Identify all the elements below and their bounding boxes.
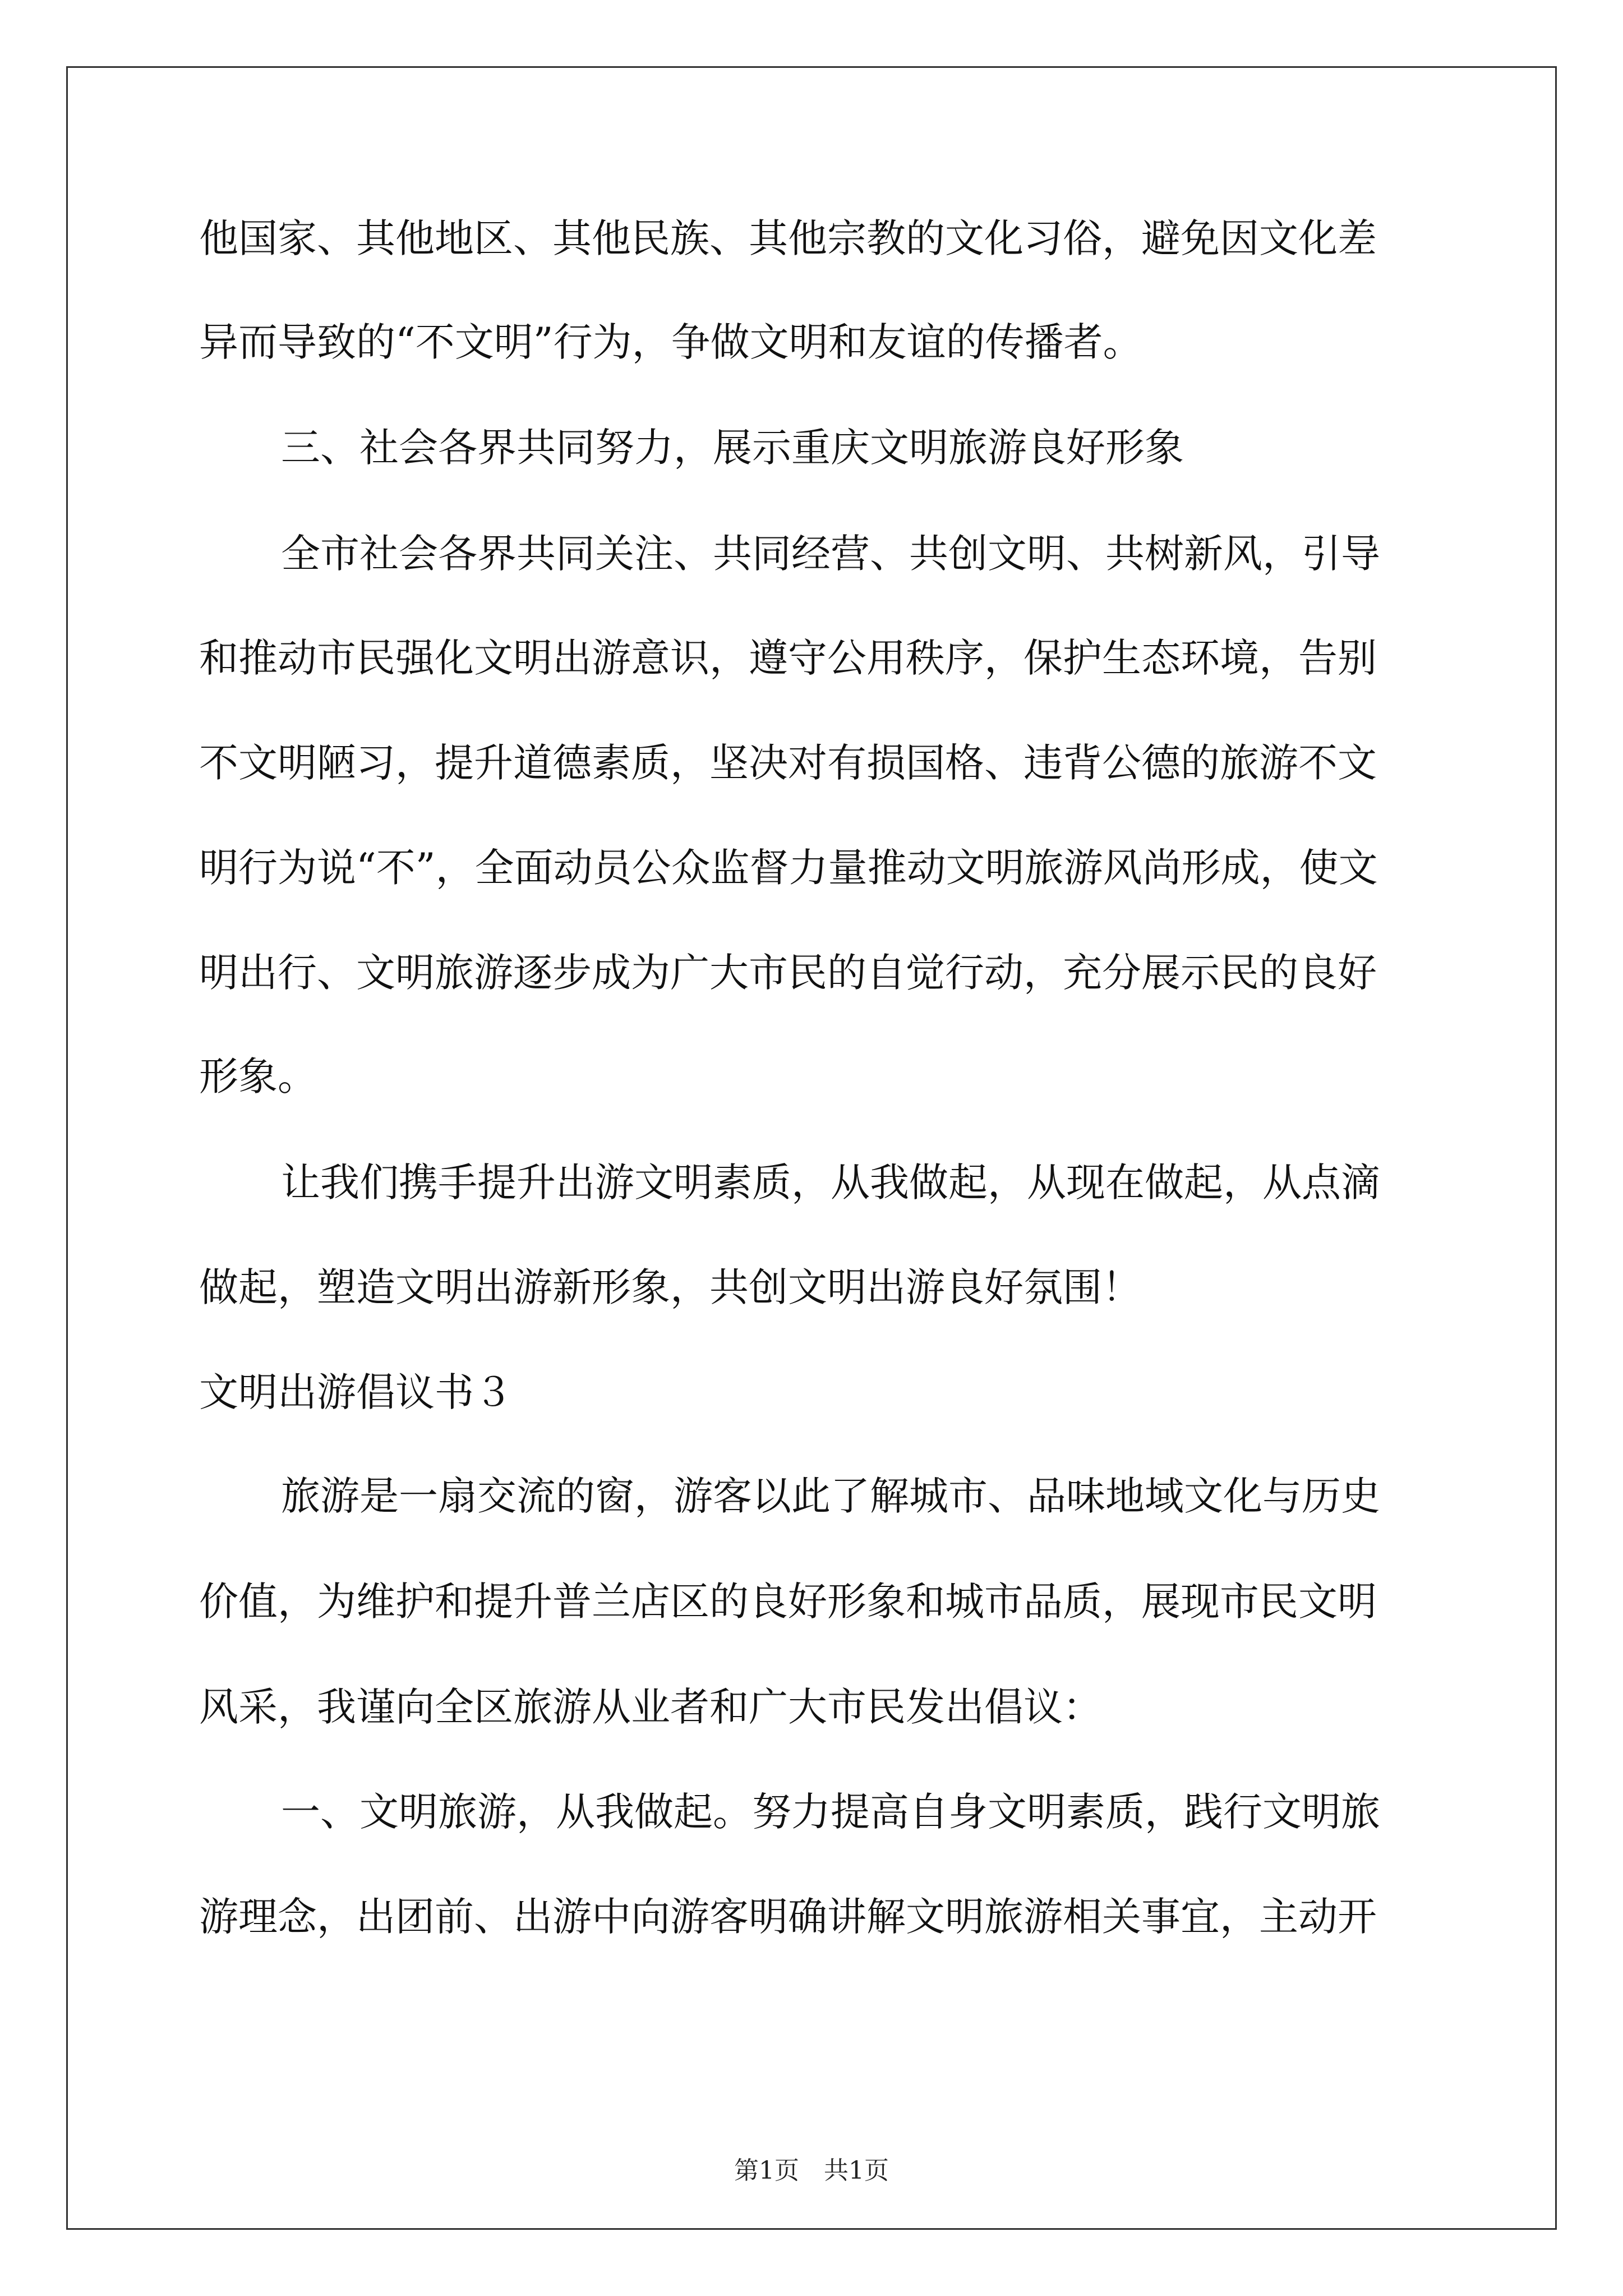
text-line: 让我们携手提升出游文明素质，从我做起，从现在做起，从点滴 [281,1159,1380,1205]
text-line: 明出行、文明旅游逐步成为广大市民的自觉行动，充分展示民的良好 [199,950,1377,996]
text-line: 形象。 [199,1053,317,1099]
text-line: 风采，我谨向全区旅游从业者和广大市民发出倡议： [199,1684,1102,1730]
section-heading: 三、社会各界共同努力，展示重庆文明旅游良好形象 [281,425,1184,471]
document-title: 文明出游倡议书３ [199,1369,513,1415]
text-line: 不文明陋习，提升道德素质，坚决对有损国格、违背公德的旅游不文 [199,740,1377,786]
text-line: 异而导致的“不文明”行为，争做文明和友谊的传播者。 [199,319,1142,365]
page-number: 第1页 共1页 [734,2156,889,2185]
text-line: 全市社会各界共同关注、共同经营、共创文明、共树新风，引导 [281,531,1380,577]
text-line: 游理念，出团前、出游中向游客明确讲解文明旅游相关事宜，主动开 [199,1894,1377,1940]
text-line: 旅游是一扇交流的窗，游客以此了解城市、品味地域文化与历史 [281,1473,1380,1519]
text-line: 和推动市民强化文明出游意识，遵守公用秩序，保护生态环境，告别 [199,635,1377,681]
text-line: 做起，塑造文明出游新形象，共创文明出游良好氛围！ [199,1264,1141,1310]
text-line: 明行为说“不”，全面动员公众监督力量推动文明旅游风尚形成，使文 [199,845,1378,891]
text-line: 一、文明旅游，从我做起。努力提高自身文明素质，践行文明旅 [281,1789,1380,1835]
text-line: 价值，为维护和提升普兰店区的良好形象和城市品质，展现市民文明 [199,1579,1377,1625]
text-line: 他国家、其他地区、其他民族、其他宗教的文化习俗，避免因文化差 [199,215,1377,261]
